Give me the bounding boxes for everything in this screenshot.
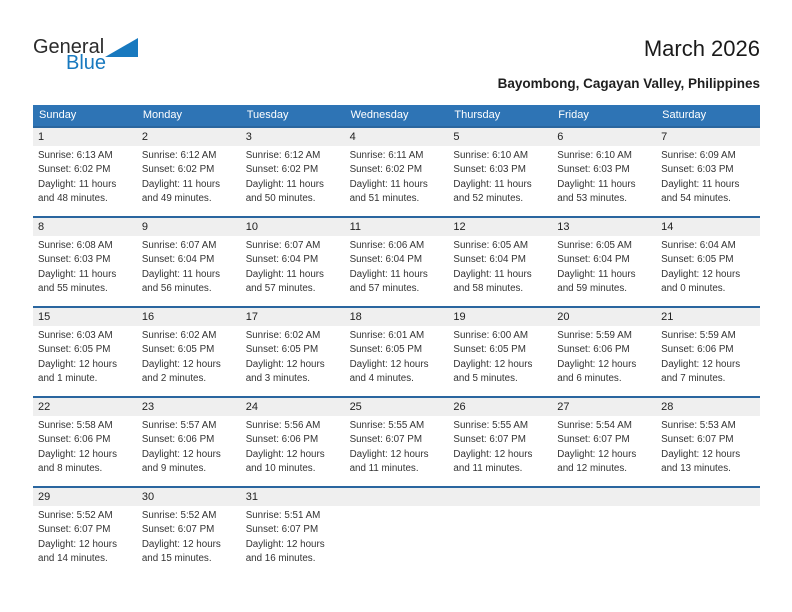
day-cell	[241, 398, 345, 486]
daylight-text: Daylight: 12 hours and 16 minutes.	[245, 538, 325, 565]
day-details	[552, 236, 656, 297]
day-cell	[552, 218, 656, 306]
sunrise-text: Sunrise: 6:04 AM	[661, 240, 736, 251]
location-subtitle: Bayombong, Cagayan Valley, Philippines	[497, 76, 760, 91]
sunrise-text: Sunrise: 6:07 AM	[141, 240, 217, 251]
sunrise-text: Sunrise: 6:02 AM	[141, 330, 217, 341]
daylight-text: Daylight: 12 hours and 4 minutes.	[349, 358, 429, 385]
day-details	[137, 326, 241, 387]
daylight-text: Daylight: 12 hours and 10 minutes.	[245, 448, 325, 475]
day-number	[656, 488, 760, 506]
day-number: 12	[448, 218, 552, 236]
day-cell	[137, 488, 241, 576]
day-details	[552, 146, 656, 207]
sunset-text: Sunset: 6:03 PM	[38, 254, 111, 266]
day-cell	[345, 398, 449, 486]
day-number: 23	[137, 398, 241, 416]
sunset-text: Sunset: 6:05 PM	[453, 344, 526, 356]
daylight-text: Daylight: 11 hours and 57 minutes.	[245, 268, 324, 295]
day-cell	[241, 218, 345, 306]
logo-text-blue: Blue	[66, 52, 107, 74]
sunrise-text: Sunrise: 6:03 AM	[38, 330, 113, 341]
day-cell	[656, 488, 760, 576]
daylight-text: Daylight: 11 hours and 54 minutes.	[661, 178, 740, 205]
sunrise-text: Sunrise: 6:01 AM	[349, 330, 425, 341]
day-number: 3	[241, 128, 345, 146]
sunrise-text: Sunrise: 6:06 AM	[349, 240, 425, 251]
day-cell	[552, 128, 656, 216]
day-details	[33, 146, 137, 207]
day-number: 15	[33, 308, 137, 326]
weekday-header-cell: Saturday	[662, 109, 707, 121]
day-number: 18	[345, 308, 449, 326]
sunset-text: Sunset: 6:06 PM	[141, 434, 215, 446]
day-details	[33, 236, 137, 297]
day-number: 27	[552, 398, 656, 416]
day-details	[656, 146, 760, 207]
sunset-text: Sunset: 6:07 PM	[349, 434, 422, 446]
sunset-text: Sunset: 6:04 PM	[245, 254, 319, 266]
sunrise-text: Sunrise: 5:53 AM	[661, 420, 736, 431]
sunset-text: Sunset: 6:06 PM	[245, 434, 319, 446]
day-number: 11	[345, 218, 449, 236]
day-number: 13	[552, 218, 656, 236]
day-cell	[656, 308, 760, 396]
day-number: 19	[448, 308, 552, 326]
daylight-text: Daylight: 12 hours and 6 minutes.	[557, 358, 637, 385]
sunset-text: Sunset: 6:07 PM	[557, 434, 630, 446]
sunset-text: Sunset: 6:07 PM	[38, 524, 111, 536]
day-number: 25	[345, 398, 449, 416]
sunrise-text: Sunrise: 6:00 AM	[453, 330, 529, 341]
sunrise-text: Sunrise: 6:13 AM	[38, 150, 113, 161]
day-cell	[345, 308, 449, 396]
day-number: 24	[241, 398, 345, 416]
day-cell	[33, 128, 137, 216]
sunset-text: Sunset: 6:04 PM	[453, 254, 526, 266]
sunset-text: Sunset: 6:07 PM	[141, 524, 215, 536]
day-cell	[448, 218, 552, 306]
day-details	[33, 326, 137, 387]
sunset-text: Sunset: 6:03 PM	[557, 164, 630, 176]
weekday-header-cell: Friday	[558, 109, 589, 121]
day-details	[552, 326, 656, 387]
day-number: 31	[241, 488, 345, 506]
sunrise-text: Sunrise: 5:57 AM	[141, 420, 217, 431]
daylight-text: Daylight: 12 hours and 11 minutes.	[453, 448, 533, 475]
day-cell	[241, 488, 345, 576]
sunrise-text: Sunrise: 5:59 AM	[661, 330, 736, 341]
sunrise-text: Sunrise: 6:12 AM	[245, 150, 321, 161]
day-details	[448, 506, 552, 509]
week-row	[33, 486, 760, 576]
sunset-text: Sunset: 6:06 PM	[557, 344, 630, 356]
day-details	[552, 416, 656, 477]
sunset-text: Sunset: 6:02 PM	[349, 164, 422, 176]
sunrise-text: Sunrise: 5:52 AM	[141, 510, 217, 521]
daylight-text: Daylight: 12 hours and 14 minutes.	[38, 538, 117, 565]
calendar-grid	[33, 105, 760, 576]
daylight-text: Daylight: 12 hours and 0 minutes.	[661, 268, 741, 295]
day-cell	[137, 308, 241, 396]
day-number: 20	[552, 308, 656, 326]
day-details	[656, 326, 760, 387]
day-details	[137, 416, 241, 477]
day-cell	[552, 398, 656, 486]
day-number: 7	[656, 128, 760, 146]
day-details	[552, 506, 656, 509]
sunrise-text: Sunrise: 5:56 AM	[245, 420, 321, 431]
daylight-text: Daylight: 12 hours and 11 minutes.	[349, 448, 429, 475]
day-details	[345, 506, 449, 509]
day-number	[552, 488, 656, 506]
general-blue-logo	[33, 37, 138, 72]
daylight-text: Daylight: 12 hours and 3 minutes.	[245, 358, 325, 385]
sunrise-text: Sunrise: 6:08 AM	[38, 240, 113, 251]
day-details	[448, 146, 552, 207]
sunrise-text: Sunrise: 6:10 AM	[557, 150, 632, 161]
sunrise-text: Sunrise: 5:51 AM	[245, 510, 321, 521]
sunset-text: Sunset: 6:04 PM	[349, 254, 422, 266]
day-details	[241, 236, 345, 297]
day-cell	[552, 308, 656, 396]
day-details	[241, 146, 345, 207]
daylight-text: Daylight: 11 hours and 48 minutes.	[38, 178, 117, 205]
sunrise-text: Sunrise: 6:05 AM	[557, 240, 632, 251]
sunrise-text: Sunrise: 5:55 AM	[453, 420, 529, 431]
daylight-text: Daylight: 11 hours and 52 minutes.	[453, 178, 532, 205]
day-cell	[552, 488, 656, 576]
day-number: 29	[33, 488, 137, 506]
sunset-text: Sunset: 6:02 PM	[245, 164, 319, 176]
day-number: 17	[241, 308, 345, 326]
day-details	[137, 236, 241, 297]
day-cell	[448, 488, 552, 576]
day-number	[345, 488, 449, 506]
daylight-text: Daylight: 12 hours and 1 minute.	[38, 358, 117, 385]
sunrise-text: Sunrise: 6:07 AM	[245, 240, 321, 251]
daylight-text: Daylight: 11 hours and 51 minutes.	[349, 178, 428, 205]
day-cell	[241, 128, 345, 216]
sunset-text: Sunset: 6:07 PM	[661, 434, 734, 446]
day-number: 22	[33, 398, 137, 416]
sunrise-text: Sunrise: 6:11 AM	[349, 150, 424, 161]
day-details	[345, 416, 449, 477]
day-cell	[137, 398, 241, 486]
sunset-text: Sunset: 6:04 PM	[141, 254, 215, 266]
day-details	[345, 236, 449, 297]
day-cell	[656, 398, 760, 486]
day-cell	[33, 218, 137, 306]
daylight-text: Daylight: 12 hours and 8 minutes.	[38, 448, 117, 475]
weekday-header-row	[33, 105, 760, 126]
daylight-text: Daylight: 12 hours and 5 minutes.	[453, 358, 533, 385]
day-cell	[33, 398, 137, 486]
day-cell	[137, 218, 241, 306]
day-details	[656, 506, 760, 509]
day-details	[33, 416, 137, 477]
day-details	[448, 236, 552, 297]
week-row	[33, 306, 760, 396]
day-cell	[345, 218, 449, 306]
daylight-text: Daylight: 12 hours and 2 minutes.	[141, 358, 221, 385]
day-number: 2	[137, 128, 241, 146]
sunrise-text: Sunrise: 6:09 AM	[661, 150, 736, 161]
day-cell	[448, 128, 552, 216]
day-number: 4	[345, 128, 449, 146]
sunset-text: Sunset: 6:03 PM	[453, 164, 526, 176]
sunset-text: Sunset: 6:06 PM	[661, 344, 734, 356]
sunrise-text: Sunrise: 5:58 AM	[38, 420, 113, 431]
day-details	[241, 326, 345, 387]
day-details	[448, 326, 552, 387]
week-row	[33, 216, 760, 306]
sunrise-text: Sunrise: 5:55 AM	[349, 420, 425, 431]
sunrise-text: Sunrise: 6:10 AM	[453, 150, 529, 161]
weekday-header-cell: Wednesday	[350, 109, 409, 121]
daylight-text: Daylight: 12 hours and 9 minutes.	[141, 448, 221, 475]
day-details	[345, 146, 449, 207]
day-cell	[241, 308, 345, 396]
daylight-text: Daylight: 12 hours and 13 minutes.	[661, 448, 741, 475]
sunset-text: Sunset: 6:07 PM	[453, 434, 526, 446]
day-number: 30	[137, 488, 241, 506]
weekday-header-cell: Monday	[142, 109, 182, 121]
day-cell	[33, 308, 137, 396]
day-number: 1	[33, 128, 137, 146]
sunset-text: Sunset: 6:02 PM	[141, 164, 215, 176]
day-cell	[137, 128, 241, 216]
day-number	[448, 488, 552, 506]
sunset-text: Sunset: 6:03 PM	[661, 164, 734, 176]
daylight-text: Daylight: 11 hours and 49 minutes.	[141, 178, 221, 205]
week-row	[33, 126, 760, 216]
day-number: 9	[137, 218, 241, 236]
day-number: 21	[656, 308, 760, 326]
sunset-text: Sunset: 6:06 PM	[38, 434, 111, 446]
daylight-text: Daylight: 11 hours and 53 minutes.	[557, 178, 636, 205]
page-title: March 2026	[643, 36, 760, 61]
day-details	[345, 326, 449, 387]
sunset-text: Sunset: 6:05 PM	[245, 344, 319, 356]
daylight-text: Daylight: 11 hours and 55 minutes.	[38, 268, 117, 295]
day-details	[656, 236, 760, 297]
sunrise-text: Sunrise: 6:12 AM	[141, 150, 217, 161]
sunset-text: Sunset: 6:05 PM	[661, 254, 734, 266]
sunset-text: Sunset: 6:07 PM	[245, 524, 319, 536]
daylight-text: Daylight: 11 hours and 59 minutes.	[557, 268, 636, 295]
day-number: 8	[33, 218, 137, 236]
sunrise-text: Sunrise: 5:54 AM	[557, 420, 632, 431]
sunrise-text: Sunrise: 5:59 AM	[557, 330, 632, 341]
day-number: 26	[448, 398, 552, 416]
day-number: 6	[552, 128, 656, 146]
day-cell	[33, 488, 137, 576]
sunset-text: Sunset: 6:05 PM	[349, 344, 422, 356]
daylight-text: Daylight: 12 hours and 15 minutes.	[141, 538, 221, 565]
daylight-text: Daylight: 11 hours and 58 minutes.	[453, 268, 532, 295]
weekday-header-cell: Thursday	[454, 109, 501, 121]
sunrise-text: Sunrise: 6:02 AM	[245, 330, 321, 341]
day-number: 10	[241, 218, 345, 236]
day-details	[241, 506, 345, 567]
week-row	[33, 396, 760, 486]
day-number: 14	[656, 218, 760, 236]
daylight-text: Daylight: 12 hours and 12 minutes.	[557, 448, 637, 475]
daylight-text: Daylight: 12 hours and 7 minutes.	[661, 358, 741, 385]
day-cell	[448, 308, 552, 396]
day-cell	[656, 218, 760, 306]
day-cell	[345, 488, 449, 576]
day-cell	[448, 398, 552, 486]
day-details	[137, 146, 241, 207]
day-number: 16	[137, 308, 241, 326]
daylight-text: Daylight: 11 hours and 57 minutes.	[349, 268, 428, 295]
logo-triangle-icon	[105, 38, 138, 57]
weeks-container	[33, 126, 760, 576]
sunrise-text: Sunrise: 6:05 AM	[453, 240, 529, 251]
day-details	[448, 416, 552, 477]
day-cell	[656, 128, 760, 216]
weekday-header-cell: Sunday	[39, 109, 77, 121]
daylight-text: Daylight: 11 hours and 56 minutes.	[141, 268, 221, 295]
logo-text-general: General	[33, 36, 105, 58]
daylight-text: Daylight: 11 hours and 50 minutes.	[245, 178, 324, 205]
day-details	[33, 506, 137, 567]
day-number: 5	[448, 128, 552, 146]
sunset-text: Sunset: 6:05 PM	[141, 344, 215, 356]
sunset-text: Sunset: 6:02 PM	[38, 164, 111, 176]
day-details	[656, 416, 760, 477]
day-details	[137, 506, 241, 567]
day-cell	[345, 128, 449, 216]
day-details	[241, 416, 345, 477]
weekday-header-cell: Tuesday	[246, 109, 289, 121]
day-number: 28	[656, 398, 760, 416]
sunset-text: Sunset: 6:05 PM	[38, 344, 111, 356]
sunset-text: Sunset: 6:04 PM	[557, 254, 630, 266]
sunrise-text: Sunrise: 5:52 AM	[38, 510, 113, 521]
